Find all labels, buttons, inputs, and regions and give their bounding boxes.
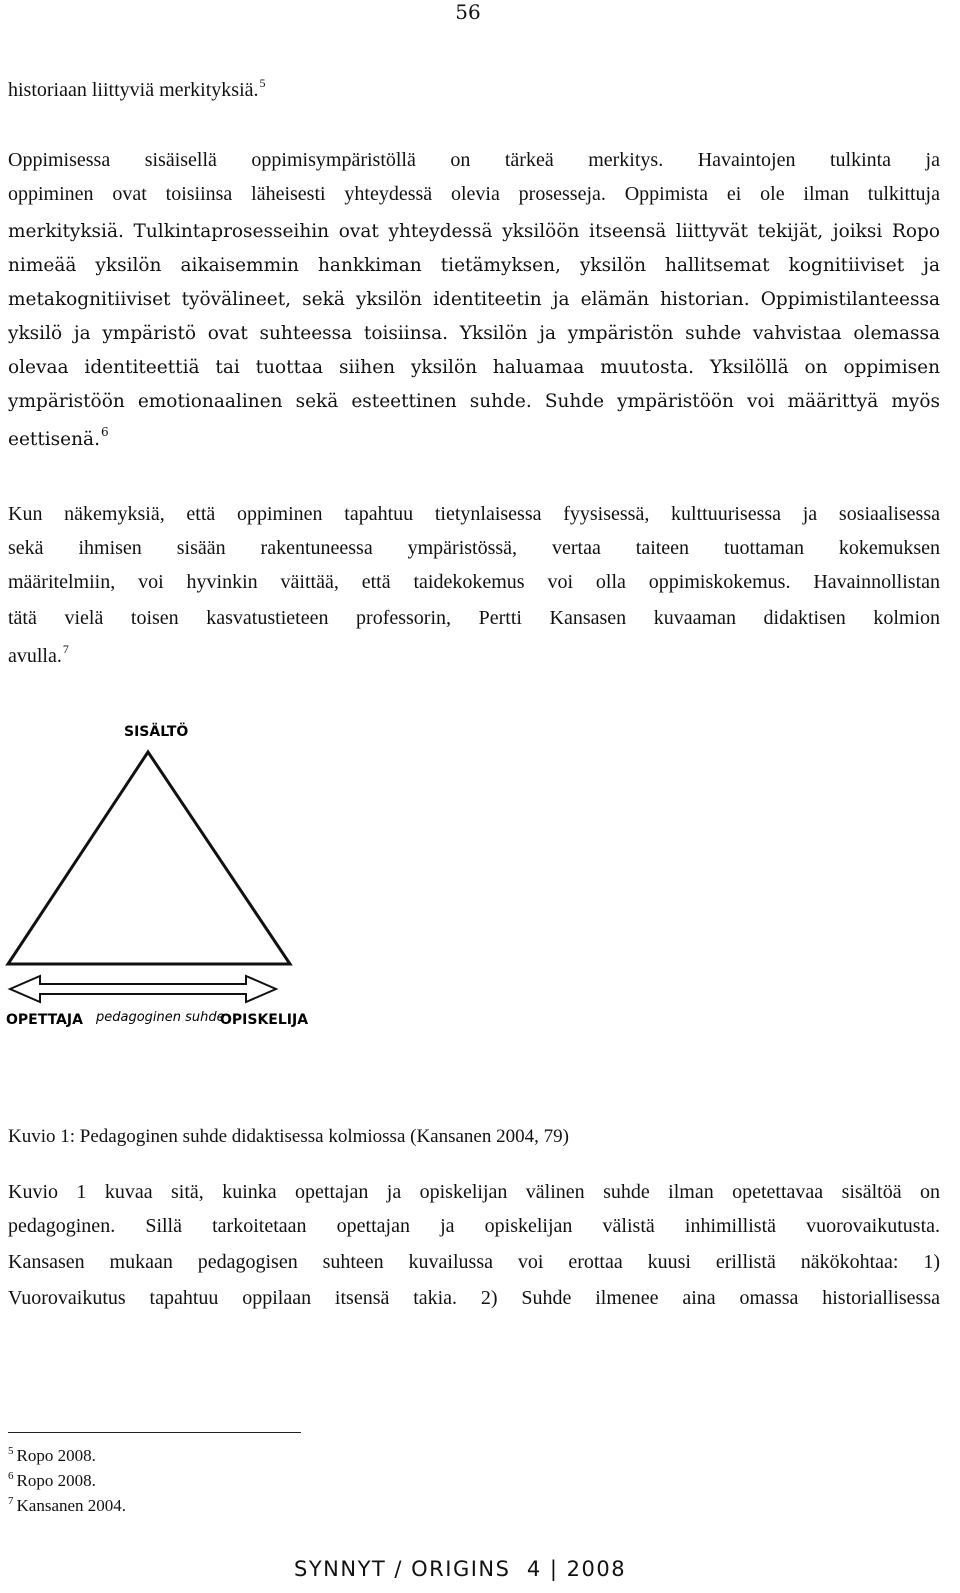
footnote-num-7: 7 [8,1495,14,1507]
p3-line-3: Kansasen mukaan pedagogisen suhteen kuvailussa voi erottaa kuusi erillistä näkökohtaa: 1) [8,1251,940,1273]
p3-line-1: Kuvio 1 kuvaa sitä, kuinka opettajan ja opiskelijan välinen suhde ilman opetettavaa sisältöä on [8,1181,940,1203]
footnote-6 [8,1471,96,1491]
footnote-num-6: 6 [8,1470,14,1482]
p1-line-2: oppiminen ovat toisiinsa läheisesti yhteydessä olevia prosesseja. Oppimista ei ole ilman tulkittuja [8,183,940,205]
p1-line-1: Oppimisessa sisäisellä oppimisympäristöllä on tärkeä merkitys. Havaintojen tulkinta ja [8,149,940,171]
p2-line-4: tätä vielä toisen kasvatustieteen professorin, Pertti Kansasen kuvaaman didaktisen kolmion [8,607,940,629]
p2-line-2: sekä ihmisen sisään rakentuneessa ympäristössä, vertaa taiteen tuottaman kokemuksen [8,537,940,559]
p3-line-2: pedagoginen. Sillä tarkoitetaan opettajan ja opiskelijan välistä inhimillistä vuorovaikutusta. [8,1215,940,1237]
p3-line-4: Vuorovaikutus tapahtuu oppilaan itsensä takia. 2) Suhde ilmenee aina omassa historiallisessa [8,1287,940,1309]
footnote-5 [8,1446,96,1466]
page-number: 56 [455,0,481,24]
label-sisalto: SISÄLTÖ [124,724,189,740]
footnote-text-7: Kansanen 2004. [16,1496,127,1515]
triangle-svg [0,700,310,1040]
footnote-text-6: Ropo 2008. [16,1471,96,1490]
journal-footer: SYNNYT / ORIGINS 4 | 2008 [294,1557,627,1581]
p2-line-1: Kun näkemyksiä, että oppiminen tapahtuu tietynlaisessa fyysisessä, kulttuurisessa ja sosiaalisessa [8,503,940,525]
footnote-7 [8,1496,126,1516]
p1-line-3: merkityksiä. Tulkintaprosesseihin ovat yhteydessä yksilöön itseensä liittyvät tekijät, joiksi Ropo [8,221,940,242]
p1-last-text: eettisenä. [8,429,100,450]
figure-caption: Kuvio 1: Pedagoginen suhde didaktisessa kolmiossa (Kansanen 2004, 79) [8,1126,569,1147]
label-pedagoginen-suhde: pedagoginen suhde [96,1010,225,1025]
p1-line-6: yksilö ja ympäristö ovat suhteessa toisiinsa. Yksilön ja ympäristön suhde vahvistaa olemassa [8,323,940,344]
label-opiskelija: OPISKELIJA [220,1012,309,1028]
intro-text: historiaan liittyviä merkityksiä. [8,79,259,101]
footnote-text-5: Ropo 2008. [16,1446,96,1465]
footnote-num-5: 5 [8,1445,14,1457]
footnote-ref-6: 6 [100,425,109,439]
triangle-shape [8,752,290,964]
p2-last-text: avulla. [8,645,62,667]
footnote-rule [8,1432,301,1433]
footnote-ref-7: 7 [62,642,69,656]
didactic-triangle-figure [0,700,310,1040]
double-arrow-icon [10,976,276,1002]
p2-line-5 [8,644,69,668]
p1-line-9 [8,425,109,452]
intro-line [8,78,266,102]
label-opettaja: OPETTAJA [6,1012,83,1028]
p2-line-3: määritelmiin, voi hyvinkin väittää, että taidekokemus voi olla oppimiskokemus. Havainnollistan [8,571,940,593]
p1-line-4: nimeää yksilön aikaisemmin hankkiman tietämyksen, yksilön hallitsemat kognitiiviset ja [8,255,940,276]
p1-line-5: metakognitiiviset työvälineet, sekä yksilön identiteetin ja elämän historian. Oppimistilanteessa [8,289,940,310]
p1-line-8: ympäristöön emotionaalinen sekä esteettinen suhde. Suhde ympäristöön voi määrittyä myös [8,391,940,412]
footnote-ref-5: 5 [259,76,266,90]
p1-line-7: olevaa identiteettiä tai tuottaa siihen yksilön haluamaa muutosta. Yksilöllä on oppimisen [8,357,940,378]
